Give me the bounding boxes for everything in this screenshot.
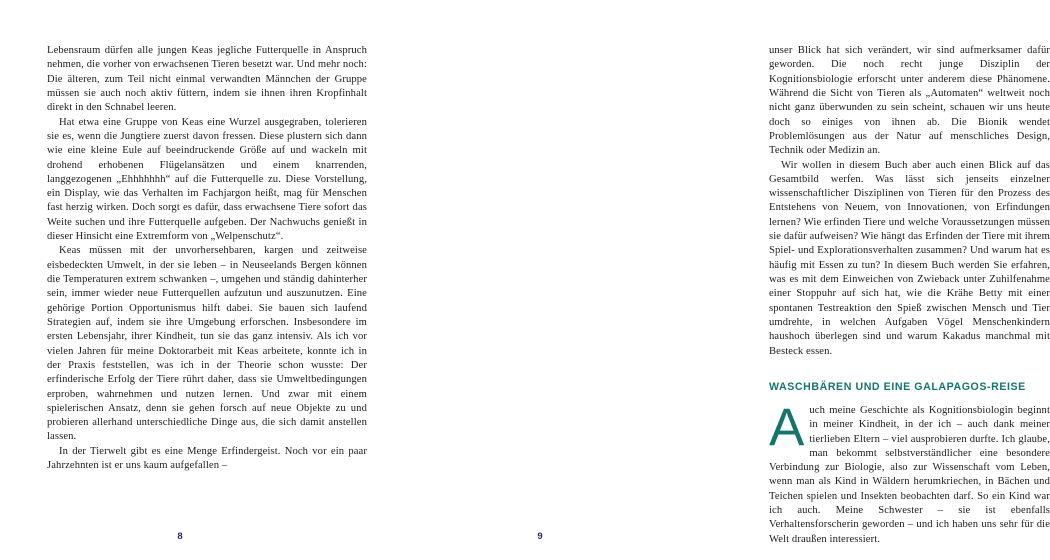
page-right (360, 0, 1050, 560)
left-page-textblock (47, 44, 367, 473)
page-left (0, 0, 367, 560)
paragraph: In der Tierwelt gibt es eine Menge Erfindergeist. Noch vor ein paar Jahrzehnten ist er uns kaum aufgefallen – (47, 445, 367, 472)
right-page-textblock (769, 44, 1050, 547)
page-number-right: 9 (537, 531, 543, 542)
paragraph: Hat etwa eine Gruppe von Keas eine Wurzel ausgegraben, tolerieren sie es, wenn die Jungtiere zuerst davon fressen. Diese plustern sich dann wie eine kleine Eule auf beeindruckende Größe auf und wackeln mit drohend erhobenen Flügelansätzen und einem knarrenden, langgezogenen „Ehhhhhhh“ auf die Futterquelle zu. Diese Vorstellung, ein Display, wie das Verhalten im Fachjargon heißt, mag für Menschen fast herzig wirken. Doch sorgt es dafür, dass erwachsene Tiere sofort das Weite suchen und ihre Futterquelle aufgeben. Der Nachwuchs genießt in dieser Hinsicht eine Extremform von „Welpenschutz“. (47, 116, 367, 243)
drop-cap-letter: A (769, 397, 805, 457)
paragraph: unser Blick hat sich verändert, wir sind aufmerksamer dafür geworden. Die noch recht junge Disziplin der Kognitionsbiologie erforscht unter anderem diese Phänomene. Während die Sicht von Tieren als „Automaten“ weltweit noch nicht ganz überwunden zu sein scheint, schauen wir uns heute doch so einiges von ihnen ab. Die Bionik wendet Problemlösungen aus der Natur auf menschliches Design, Technik oder Medizin an. (769, 45, 1050, 157)
dropcap-paragraph-block (769, 397, 1050, 547)
paragraph: Lebensraum dürfen alle jungen Keas jegliche Futterquelle in Anspruch nehmen, die vorher von erwachsenen Tieren besetzt war. Und mehr noch: Die älteren, zum Teil nicht einmal verwandten Männchen der Gruppe müssen sie auch noch aktiv füttern, indem sie ihnen ihren Kropfinhalt direkt in den Schnabel leeren. (47, 45, 367, 114)
paragraph: uch meine Geschichte als Kognitionsbiologin beginnt in meiner Kindheit, in der ich – auch dank meiner tierlieben Eltern – viel ausprobieren durfte. Ich glaube, man bekommt selbstverständlicher eine besondere Verbindung zur Biologie, also zur Wissenschaft vom Leben, wenn man als Kind in Wäldern herumkriechen, in Bächen und Teichen spielen und Insekten beobachten darf. So ein Kind war ich auch. Meine Schwester – sie ist ebenfalls Verhaltensforscherin geworden – und ich haben uns sehr für die Welt draußen interessiert. (769, 404, 1050, 545)
paragraph: Keas müssen mit der unvorhersehbaren, kargen und zeitweise eisbedeckten Umwelt, in der sie leben – in Neuseelands Bergen können die Temperaturen extrem schwanken –, umgehen und ständig dahinterher sein, immer wieder neue Futterquellen aufzutun und auszunutzen. Eine gehörige Portion Opportunismus hilft dabei. Sie bauen sich laufend Strategien auf, indem sie ihre Umgebung erforschen. Insbesondere im ersten Lebensjahr, ihrer Kindheit, tun sie das ganz intensiv. Als ich vor vielen Jahren für meine Doktorarbeit mit Keas arbeitete, konnte ich in der Praxis feststellen, was ich in der Theorie schon wusste: Der erfinderische Erfolg der Tiere rührt daher, dass sie Umweltbedingungen erproben, wahrnehmen und nutzen lernen. Und zwar mit einem spielerischen Ansatz, denn sie gehen forsch auf neue Objekte zu und probieren allerhand unterschiedliche Dinge aus, die sich damit anstellen lassen. (47, 245, 367, 443)
section-heading: WASCHBÄREN UND EINE GALAPAGOS-REISE (769, 380, 1026, 393)
paragraph: Wir wollen in diesem Buch aber auch einen Blick auf das Gesamtbild werfen. Was lässt sich jenseits einzelner wissenschaftlicher Disziplinen von Tieren für den Prozess des Entstehens von Neuem, von Innovationen, von Erfindungen lernen? Wie erfinden Tiere und welche Voraussetzungen müssen sie dafür aufweisen? Wie hängt das Erfinden der Tiere mit ihrem Spiel- und Explorationsverhalten zusammen? Und warum hat es häufig mit Essen zu tun? In diesem Buch werden Sie erfahren, was es mit dem Einweichen von Zwieback unter Zuhilfenahme einer Stoppuhr auf sich hat, wie die Krähe Betty mit einer spontanen Testreaktion den Spieß zwischen Mensch und Tier umdrehte, in welchen Aufgaben Vögel Menschenkindern haushoch überlegen sind und warum Kakadus manchmal mit Besteck essen. (769, 159, 1050, 357)
page-number-left: 8 (177, 531, 183, 542)
